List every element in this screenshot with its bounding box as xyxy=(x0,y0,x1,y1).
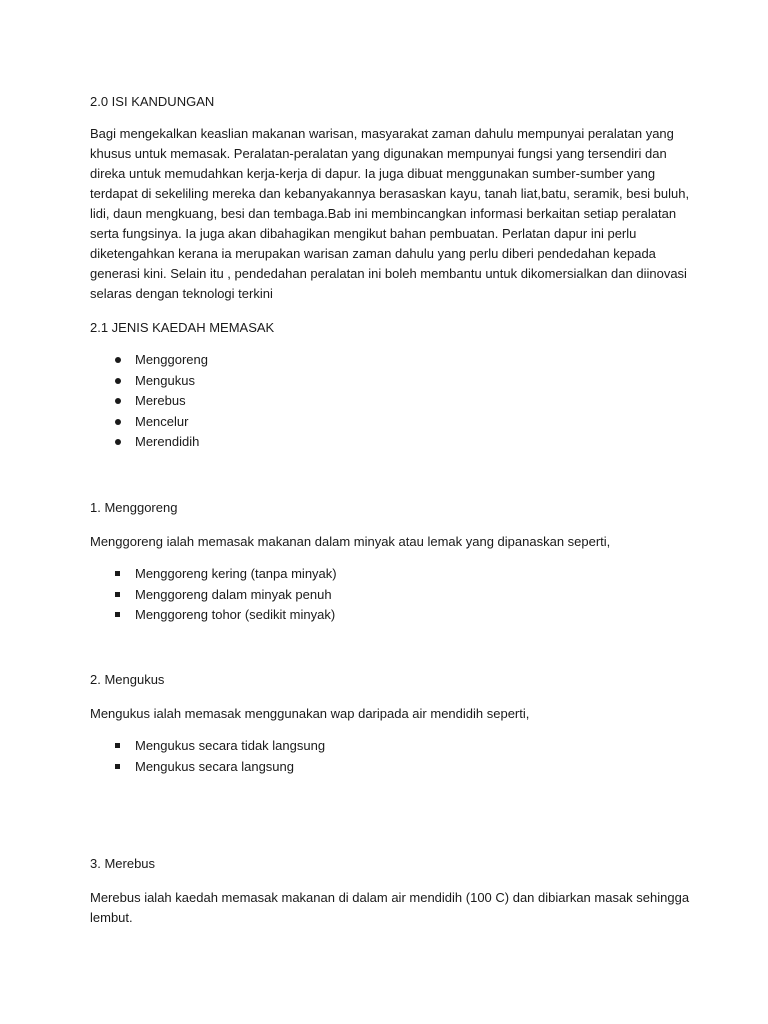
list-item-label: Menggoreng xyxy=(135,352,208,367)
paragraph-line: diketengahkan kerana ia merupakan warisan zaman dahulu yang perlu diberi pendedahan kepada xyxy=(90,246,656,261)
list-item xyxy=(90,564,690,585)
section-heading: 2.1 JENIS KAEDAH MEMASAK xyxy=(90,320,275,335)
mengukus-list xyxy=(90,736,690,777)
list-item xyxy=(90,391,690,412)
list-item-label: Merendidih xyxy=(135,434,200,449)
list-item xyxy=(90,432,690,453)
bullet-dot-icon xyxy=(115,439,121,445)
section-2-0-heading-block xyxy=(90,92,690,112)
subsection-description xyxy=(90,888,690,928)
list-item xyxy=(90,412,690,433)
subsection-description: Mengukus ialah memasak menggunakan wap daripada air mendidih seperti, xyxy=(90,706,530,721)
paragraph-line: serta fungsinya. Ia juga akan dibahagikan mengikut bahan pembuatan. Perlatan dapur ini perlu xyxy=(90,226,637,241)
list-item xyxy=(90,585,690,606)
list-item-label: Mengukus xyxy=(135,372,195,388)
bullet-square-icon xyxy=(115,764,120,769)
section-2-0-paragraph xyxy=(90,124,690,304)
subsection-heading: 1. Menggoreng xyxy=(90,500,178,515)
mengukus-heading-block xyxy=(90,670,690,690)
section-2-1-heading-block xyxy=(90,318,690,338)
section-heading: 2.0 ISI KANDUNGAN xyxy=(90,94,215,109)
mengukus-list-block xyxy=(90,736,690,777)
menggoreng-list xyxy=(90,564,690,626)
paragraph-line: generasi kini. Selain itu , pendedahan peralatan ini boleh membantu untuk dikomersialkan dan diinovasi xyxy=(90,266,687,281)
list-item xyxy=(90,605,690,626)
list-item-label: Menggoreng tohor (sedikit minyak) xyxy=(135,607,336,622)
bullet-dot-icon xyxy=(115,398,121,404)
paragraph-line: lidi, daun mengkuang, besi dan tembaga.Bab ini membincangkan informasi berkaitan setiap peralatan xyxy=(90,206,677,221)
intro-paragraph xyxy=(90,124,690,304)
list-item-label: Mengukus secara langsung xyxy=(135,758,294,774)
mengukus-description-block xyxy=(90,704,690,724)
bullet-dot-icon xyxy=(115,357,121,363)
paragraph-line: khusus untuk memasak. Peralatan-peralatan yang digunakan mempunyai fungsi yang tersendiri dan xyxy=(90,146,667,161)
bullet-square-icon xyxy=(115,571,120,576)
paragraph-line: selaras dengan teknologi terkini xyxy=(90,286,273,301)
subsection-heading: 3. Merebus xyxy=(90,856,156,871)
list-item-label: Mengukus secara tidak langsung xyxy=(135,738,326,753)
cooking-methods-list-block xyxy=(90,350,690,453)
bullet-dot-icon xyxy=(115,419,121,425)
list-item xyxy=(90,757,690,778)
menggoreng-heading-block xyxy=(90,498,690,518)
bullet-square-icon xyxy=(115,743,120,748)
list-item-label: Menggoreng dalam minyak penuh xyxy=(135,586,332,602)
bullet-dot-icon xyxy=(115,378,121,384)
subsection-heading: 2. Mengukus xyxy=(90,672,165,687)
paragraph-line: Merebus ialah kaedah memasak makanan di dalam air mendidih (100 C) dan dibiarkan masak sehingga xyxy=(90,890,690,905)
list-item xyxy=(90,736,690,757)
merebus-heading-block xyxy=(90,854,690,874)
bullet-square-icon xyxy=(115,592,120,597)
paragraph-line: direka untuk memudahkan kerja-kerja di dapur. Ia juga dibuat menggunakan sumber-sumber yang xyxy=(90,166,656,181)
list-item-label: Merebus xyxy=(135,393,186,408)
list-item xyxy=(90,371,690,392)
list-item-label: Menggoreng kering (tanpa minyak) xyxy=(135,566,337,581)
menggoreng-description-block xyxy=(90,532,690,552)
paragraph-line: Bagi mengekalkan keaslian makanan warisan, masyarakat zaman dahulu mempunyai peralatan yang xyxy=(90,126,674,141)
merebus-description-block xyxy=(90,888,690,928)
paragraph-line: lembut. xyxy=(90,910,133,925)
menggoreng-list-block xyxy=(90,564,690,626)
list-item-label: Mencelur xyxy=(135,413,189,429)
cooking-methods-list xyxy=(90,350,690,453)
subsection-description: Menggoreng ialah memasak makanan dalam minyak atau lemak yang dipanaskan seperti, xyxy=(90,534,611,549)
list-item xyxy=(90,350,690,371)
paragraph-line: terdapat di sekeliling mereka dan kebanyakannya berasaskan kayu, tanah liat,batu, seramik, besi buluh, xyxy=(90,186,690,201)
bullet-square-icon xyxy=(115,612,120,617)
